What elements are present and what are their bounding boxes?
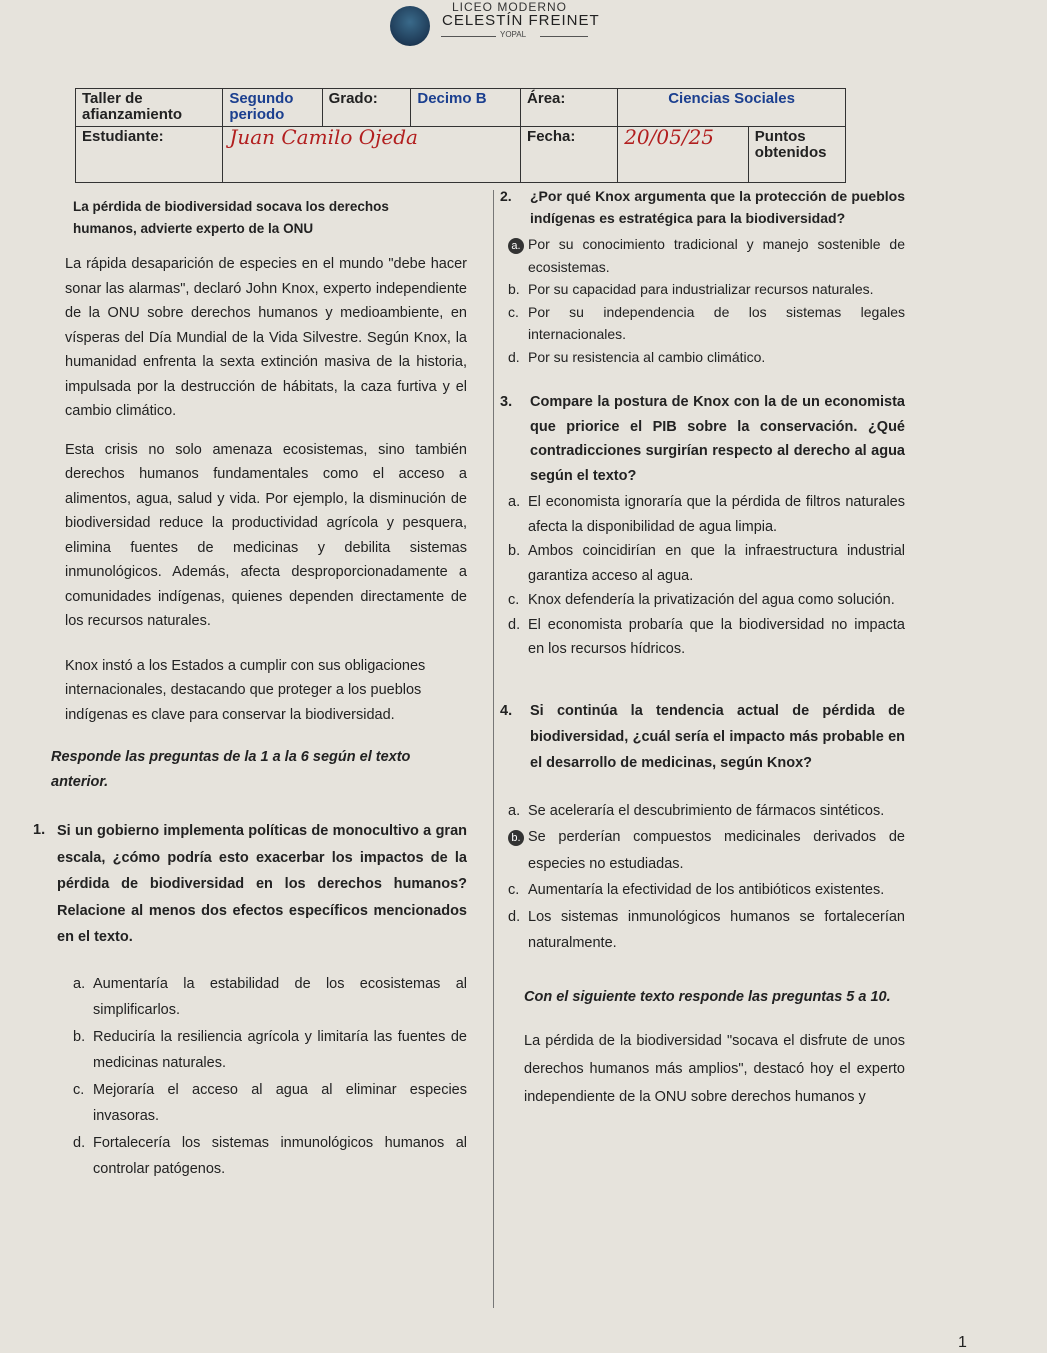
q1-option-a-text: Aumentaría la estabilidad de los ecosistemas al simplificarlos. xyxy=(93,975,467,1018)
puntos-label: Puntos obtenidos xyxy=(748,127,845,183)
q2-option-a-text: Por su conocimiento tradicional y manejo sostenible de ecosistemas. xyxy=(528,236,905,275)
q4-option-d-text: Los sistemas inmunológicos humanos se fortalecerían naturalmente. xyxy=(528,908,905,951)
school-name-line2: CELESTÍN FREINET xyxy=(442,12,600,29)
q2-option-b[interactable] xyxy=(500,278,905,301)
q3-option-b-letter: b. xyxy=(508,543,521,559)
q4-option-b-text: Se perderían compuestos medicinales derivados de especies no estudiadas. xyxy=(528,829,905,872)
q2-option-c-letter: c. xyxy=(508,303,519,320)
fecha-value[interactable]: 20/05/25 xyxy=(618,127,749,183)
q2-text: ¿Por qué Knox argumenta que la protección de pueblos indígenas es estratégica para la biodiversidad? xyxy=(530,188,905,226)
estudiante-value[interactable]: Juan Camilo Ojeda xyxy=(223,127,521,183)
instruction-q1-6: Responde las preguntas de la 1 a la 6 según el texto anterior. xyxy=(51,749,411,790)
q4-options xyxy=(500,798,905,957)
q2-option-d-letter: d. xyxy=(508,348,520,365)
q1-text: Si un gobierno implementa políticas de monocultivo a gran escala, ¿cómo podría esto exacerbar los impactos de la pérdida de biodiversidad en los derechos humanos? Relacione al menos dos efectos específicos mencionados en el texto. xyxy=(57,823,467,945)
q3-option-d-letter: d. xyxy=(508,616,521,633)
school-logo xyxy=(390,6,430,46)
q1-option-b-letter: b. xyxy=(73,1028,86,1045)
q1-option-d-text: Fortalecería los sistemas inmunológicos humanos al controlar patógenos. xyxy=(93,1134,467,1177)
worksheet-info-table xyxy=(75,88,846,183)
question-1 xyxy=(33,818,467,951)
question-3 xyxy=(500,390,905,488)
q3-option-a-letter: a. xyxy=(508,494,521,510)
header-rule-left xyxy=(441,36,496,37)
q4-number: 4. xyxy=(500,702,513,719)
reading2-paragraph: La pérdida de la biodiversidad "socava el disfrute de unos derechos humanos más amplios", destacó hoy el experto independiente de la ONU sobre derechos humanos y xyxy=(524,1033,905,1105)
reading1-title: La pérdida de biodiversidad socava los derechos humanos, advierte experto de la ONU xyxy=(73,199,389,236)
q3-option-a-text: El economista ignoraría que la pérdida de filtros naturales afecta la disponibilidad de agua limpia. xyxy=(528,494,905,535)
school-city: YOPAL xyxy=(500,30,527,39)
q4-option-b-marked xyxy=(508,824,524,851)
q3-option-c-text: Knox defendería la privatización del agua como solución. xyxy=(528,592,895,608)
q2-options xyxy=(500,233,905,368)
q4-option-a-text: Se aceleraría el descubrimiento de fármacos sintéticos. xyxy=(528,802,885,819)
q4-option-c-text: Aumentaría la efectividad de los antibióticos existentes. xyxy=(528,882,885,898)
q3-text: Compare la postura de Knox con la de un economista que priorice el PIB sobre la conservación. ¿Qué contradicciones surgirían respecto al derecho al agua según el texto? xyxy=(530,394,905,484)
area-value: Ciencias Sociales xyxy=(618,89,846,127)
reading1-paragraph2: Esta crisis no solo amenaza ecosistemas, sino también derechos humanos fundamentales como el acceso a alimentos, agua, salud y vida. Por ejemplo, la disminución de biodiversidad reduce la productividad agrícola y pesquera, elimina fuentes de medicinas y debilita sistemas inmunológicos. Además, afecta desproporcionadamente a comunidades indígenas, quienes dependen directamente de los recursos naturales. xyxy=(65,441,467,629)
q3-option-b[interactable] xyxy=(500,539,905,588)
reading1-paragraph3: Knox instó a los Estados a cumplir con sus obligaciones internacionales, destacando que proteger a los pueblos indígenas es clave para conservar la biodiversidad. xyxy=(65,657,426,723)
q1-option-a-letter: a. xyxy=(73,975,86,992)
q3-option-a[interactable] xyxy=(500,490,905,539)
taller-label: Taller de afianzamiento xyxy=(76,89,223,127)
q3-number: 3. xyxy=(500,394,513,410)
q4-option-c[interactable] xyxy=(500,877,905,904)
q2-option-b-letter: b. xyxy=(508,281,520,297)
school-name-line1: LICEO MODERNO xyxy=(452,0,568,14)
periodo-label: Segundo periodo xyxy=(223,89,322,127)
q4-option-c-letter: c. xyxy=(508,882,520,898)
question-4 xyxy=(500,698,905,776)
q2-option-d[interactable] xyxy=(500,346,905,369)
q2-number: 2. xyxy=(500,188,512,204)
q4-option-b-letter: b. xyxy=(508,830,524,846)
fecha-label-text: Fecha: xyxy=(527,128,576,146)
q1-option-a[interactable] xyxy=(65,971,467,1024)
column-divider xyxy=(493,190,494,1308)
q4-option-b[interactable] xyxy=(500,824,905,877)
area-label: Área: xyxy=(521,89,618,127)
q2-option-c-text: Por su independencia de los sistemas legales internacionales. xyxy=(528,303,905,342)
grado-value: Decimo B xyxy=(411,89,521,127)
q3-option-d-text: El economista probaría que la biodiversidad no impacta en los recursos hídricos. xyxy=(528,616,905,657)
q1-option-d[interactable] xyxy=(65,1130,467,1183)
q2-option-a[interactable] xyxy=(500,233,905,278)
q1-option-b[interactable] xyxy=(65,1024,467,1077)
q3-option-c-letter: c. xyxy=(508,592,520,608)
q1-number: 1. xyxy=(33,822,46,838)
page-number: 1 xyxy=(958,1334,967,1351)
q4-option-d[interactable] xyxy=(500,904,905,957)
question-2 xyxy=(500,186,905,229)
grado-label: Grado: xyxy=(322,89,411,127)
header-rule-right xyxy=(540,36,588,37)
left-column xyxy=(33,196,467,1183)
estudiante-label: Estudiante: xyxy=(76,127,223,183)
q1-option-b-text: Reduciría la resiliencia agrícola y limitaría las fuentes de medicinas naturales. xyxy=(93,1028,467,1071)
q2-option-a-marked xyxy=(508,233,524,256)
q2-option-d-text: Por su resistencia al cambio climático. xyxy=(528,348,766,365)
q2-option-a-letter: a. xyxy=(508,238,524,254)
right-column xyxy=(500,186,905,1111)
instruction-q5-10: Con el siguiente texto responde las preguntas 5 a 10. xyxy=(524,988,891,1005)
q4-option-a[interactable] xyxy=(500,798,905,825)
fecha-label xyxy=(521,127,618,183)
reading1-paragraph1: La rápida desaparición de especies en el mundo "debe hacer sonar las alarmas", declaró John Knox, experto independiente de la ONU sobre derechos humanos y medioambiente, en vísperas del Día Mundial de la Vida Silvestre. Según Knox, la humanidad enfrenta la sexta extinción masiva de la historia, impulsada por la destrucción de hábitats, la caza furtiva y el cambio climático. xyxy=(65,256,467,419)
q4-text: Si continúa la tendencia actual de pérdida de biodiversidad, ¿cuál sería el impacto más probable en el desarrollo de medicinas, según Knox? xyxy=(530,702,905,771)
q1-option-c[interactable] xyxy=(65,1077,467,1130)
q4-option-d-letter: d. xyxy=(508,908,521,925)
q3-option-c[interactable] xyxy=(500,588,905,613)
q3-option-b-text: Ambos coincidirían en que la infraestructura industrial garantiza acceso al agua. xyxy=(528,543,905,584)
q1-option-d-letter: d. xyxy=(73,1134,86,1151)
q1-option-c-letter: c. xyxy=(73,1081,85,1098)
q1-options xyxy=(65,971,467,1183)
q2-option-b-text: Por su capacidad para industrializar recursos naturales. xyxy=(528,281,874,297)
q4-option-a-letter: a. xyxy=(508,802,521,819)
q3-options xyxy=(500,490,905,662)
q3-option-d[interactable] xyxy=(500,613,905,662)
q1-option-c-text: Mejoraría el acceso al agua al eliminar especies invasoras. xyxy=(93,1081,467,1124)
q2-option-c[interactable] xyxy=(500,301,905,346)
